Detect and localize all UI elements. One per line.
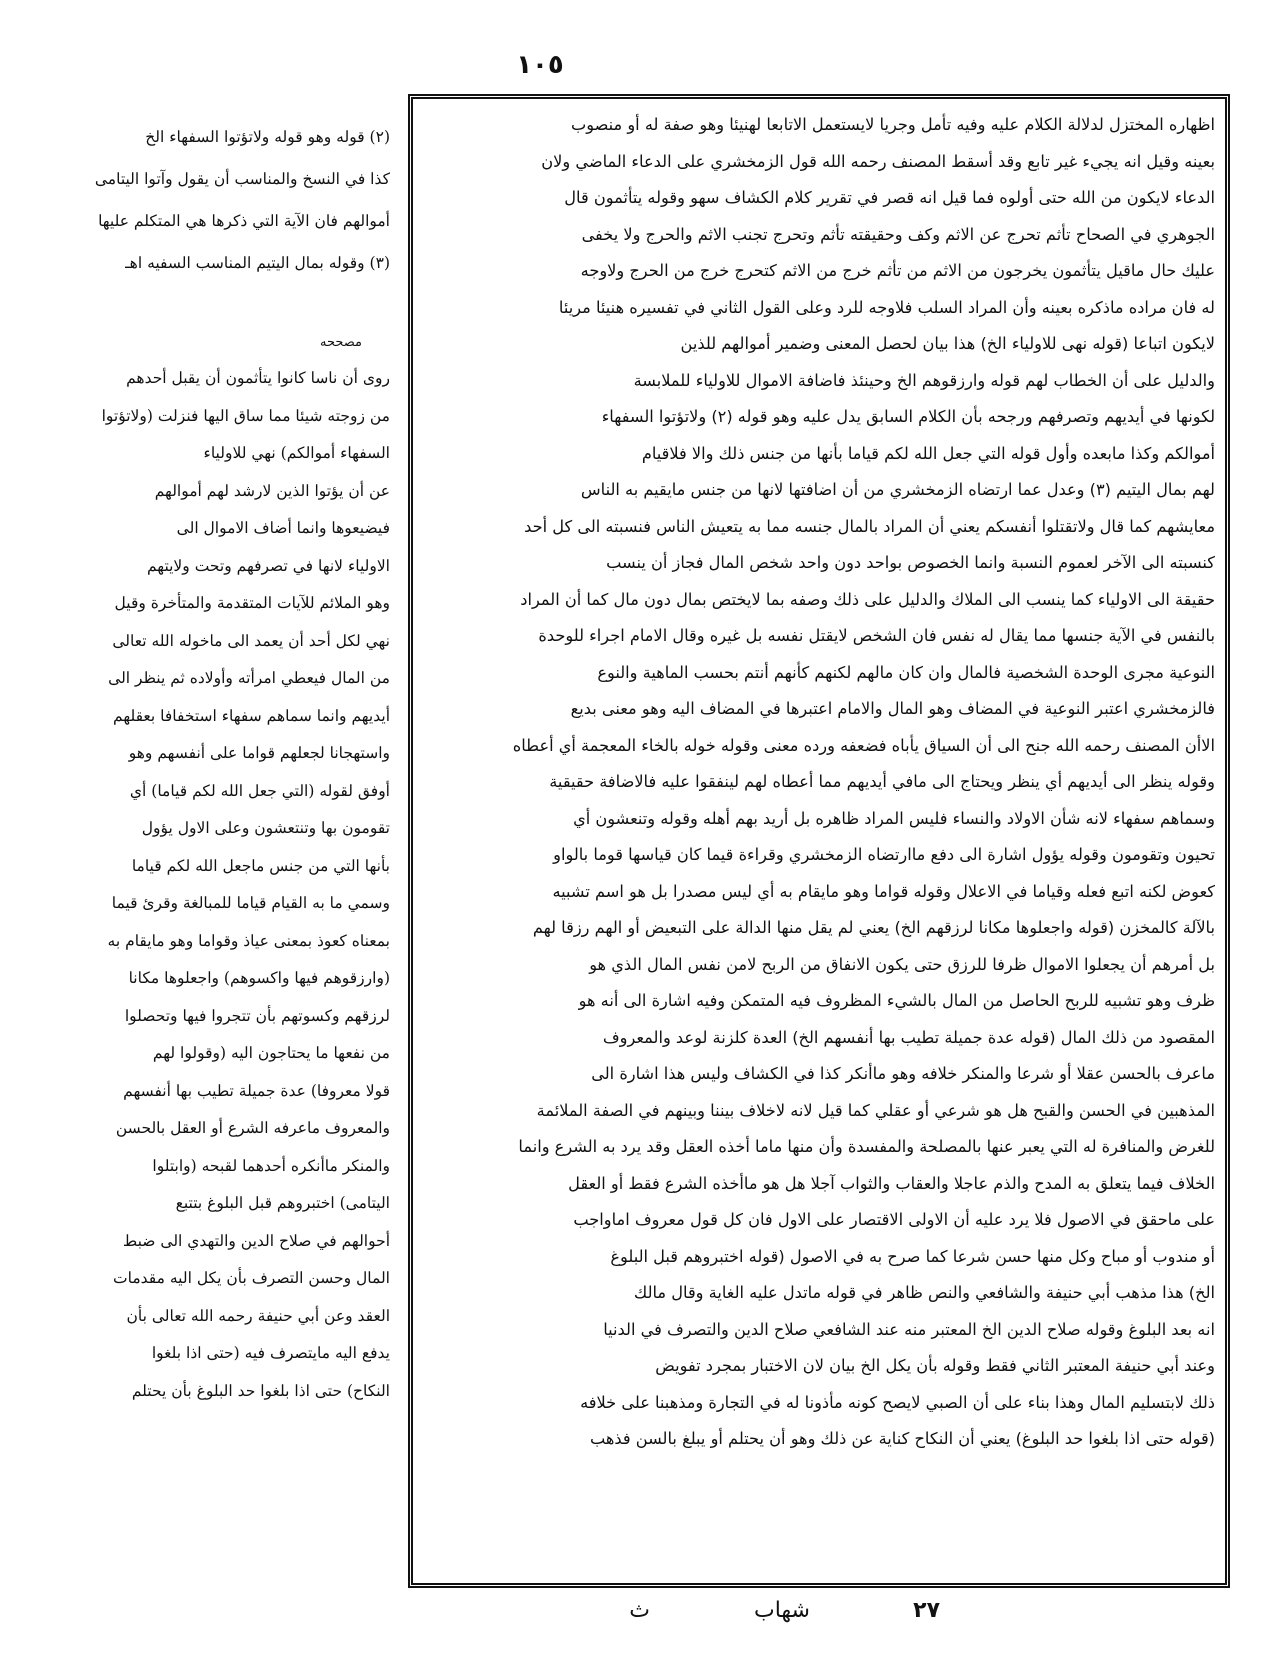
margin-text-line: وهو الملائم للآيات المتقدمة والمتأخرة وقيل xyxy=(114,594,390,612)
text-line: لكونها في أيديهم وتصرفهم ورجحه بأن الكلام السابق يدل عليه وهو قوله (٢) ولاتؤتوا السفهاء xyxy=(601,407,1215,426)
text-line: والدليل على أن الخطاب لهم قوله وارزقوهم الخ وحينئذ فاضافة الاموال للاولياء للملابسة xyxy=(633,370,1215,390)
footnote-line: (٣) وقوله بمال اليتيم المناسب السفيه اهـ xyxy=(125,254,390,272)
text-line: بالآلة كالمخزن (قوله واجعلوها مكانا لرزقهم الخ) يعني لم يقل منها الدالة على التبعيض أو الهم رزقا لهم xyxy=(532,918,1215,937)
margin-quranic-text xyxy=(70,360,390,1410)
margin-text-line: أيديهم وانما سماهم سفهاء استخفافا بعقلهم xyxy=(113,706,390,725)
margin-text-line: اليتامى) اختبروهم قبل البلوغ بتتبع xyxy=(175,1194,390,1212)
volume-number: ٢٧ xyxy=(913,1598,940,1623)
text-line: وعند أبي حنيفة المعتبر الثاني فقط وقوله بأن يكل الخ بيان لان الاختبار بمجرد تفويض xyxy=(655,1356,1215,1375)
margin-text-line: العقد وعن أبي حنيفة رحمه الله تعالى بأن xyxy=(126,1306,390,1325)
text-line: الجوهري في الصحاح تأثم تحرج عن الاثم وكف وحقيقته تأثم وتحرج تجنب الاثم والحرج ولا يخفى xyxy=(581,224,1215,244)
margin-text-line: أحوالهم في صلاح الدين والتهدي الى ضبط xyxy=(122,1231,390,1250)
text-line: المقصود من ذلك المال (قوله عدة جميلة تطيب بها أنفسهم الخ) العدة كلزنة لوعد والمعروف xyxy=(602,1027,1215,1047)
page-footer xyxy=(600,1598,950,1638)
margin-text-line: الاولياء لانها في تصرفهم وتحت ولايتهم xyxy=(146,556,390,575)
page-number: ١٠٥ xyxy=(516,50,564,80)
text-line: على ماحقق في الاصول فلا يرد عليه أن الاولى الاقتصار على الاول فان كل قول معروف اماواجب xyxy=(573,1210,1215,1229)
margin-footnotes xyxy=(70,116,390,284)
text-line: معايشهم كما قال ولاتقتلوا أنفسكم يعني أن المراد بالمال جنسه مما به يتعيش الناس فنسبته الى كل أحد xyxy=(524,516,1215,536)
margin-text-line: بأنها التي من جنس ماجعل الله لكم قياما xyxy=(131,856,390,875)
text-line: لايكون اتباعا (قوله نهى للاولياء الخ) هذا بيان لحصل المعنى وضمير أموالهم للذين xyxy=(680,334,1215,353)
text-line: ذلك لابتسليم المال وهذا بناء على أن الصبي لايصح كونه مأذونا له في التجارة ومذهبنا على خلافه xyxy=(580,1392,1215,1412)
text-line: الدعاء لايكون من الله حتى أولوه فما قيل انه قصر في تقرير كلام الكشاف سهو وقوله يتأثمون قال xyxy=(564,188,1215,207)
text-line: المذهبين في الحسن والقبح هل هو شرعي أو عقلي كما قيل لانه لاخلاف بيننا وبينهم في الصفة الملائمة xyxy=(536,1100,1215,1120)
text-line: اظهاره المختزل لدلالة الكلام عليه وفيه تأمل وجريا لايستعمل الاتابعا لهنيئا وهو صفة له أو منصوب xyxy=(571,115,1215,134)
margin-text-line: تقومون بها وتنتعشون وعلى الاول يؤول xyxy=(141,819,390,837)
text-line: بالنفس في الآية جنسها مما يقال له نفس فان الشخص لايقتل نفسه بل غيره وقال الامام اجراء للوحدة xyxy=(538,626,1215,645)
text-line: (قوله حتى اذا بلغوا حد البلوغ) يعني أن النكاح كناية عن ذلك وهو أن يحتلم أو يبلغ بالسن فذهب xyxy=(589,1429,1215,1448)
margin-text-line: فيضيعوها وانما أضاف الاموال الى xyxy=(176,519,390,537)
margin-text-line: أوفق لقوله (التي جعل الله لكم قياما) أي xyxy=(129,781,390,800)
text-line: ظرف وهو تشبيه للربح الحاصل من المال بالشيء المظروف فيه المتمكن وفيه اشارة الى أنه هو xyxy=(578,991,1215,1010)
margin-text-line: وسمي ما به القيام قياما للمبالغة وقرئ قيما xyxy=(111,894,390,912)
text-line: ماعرف بالحسن عقلا أو شرعا والمنكر خلافه وهو ماأنكر كذا في الكشاف وليس هذا اشارة الى xyxy=(591,1064,1215,1083)
margin-text-line: المال وحسن التصرف بأن يكل اليه مقدمات xyxy=(113,1269,390,1287)
margin-text-line: من نفعها ما يحتاجون اليه (وقولوا لهم xyxy=(152,1044,390,1062)
margin-text-line: من زوجته شيئا مما ساق اليها فنزلت (ولاتؤتوا xyxy=(101,406,390,425)
margin-text-line: (وارزقوهم فيها واكسوهم) واجعلوها مكانا xyxy=(128,969,390,987)
margin-text-line: النكاح) حتى اذا بلغوا حد البلوغ بأن يحتلم xyxy=(131,1381,390,1400)
margin-separator-label: مصححه xyxy=(320,335,362,350)
text-line: عليك حال ماقيل يتأثمون يخرجون من الاثم من تأثم خرج من الاثم كتحرج خرج من الحرج ولاوجه xyxy=(580,261,1215,280)
margin-text-line: نهي لكل أحد أن يعمد الى ماخوله الله تعالى xyxy=(112,631,390,650)
text-line: بل أمرهم أن يجعلوا الاموال ظرفا للرزق حتى يكون الانفاق من الربح لامن نفس المال الذي هو xyxy=(589,954,1215,974)
text-line: النوعية مجرى الوحدة الشخصية فالمال وان كان مالهم لكنهم كأنهم أنتم بحسب الماهية والنوع xyxy=(597,662,1215,682)
text-line: بعينه وقيل انه يجيء غير تابع وقد أسقط المصنف رحمه الله قول الزمخشري على الدعاء الماضي ولان xyxy=(541,151,1215,171)
margin-text-line: عن أن يؤتوا الذين لارشد لهم أموالهم xyxy=(154,481,390,500)
text-line: كعوض لكنه اتبع فعله وقياما في الاعلال وقوله قواما وهو مايقام به أي ليس مصدرا بل هو اسم تشبيه xyxy=(552,881,1215,901)
text-line: انه بعد البلوغ وقوله صلاح الدين الخ المعتبر منه عند الشافعي صلاح الدين والتصرف في الدنيا xyxy=(603,1319,1215,1339)
margin-text-line: لرزقهم وكسوتهم بأن تتجروا فيها وتحصلوا xyxy=(124,1006,390,1025)
margin-text-line: قولا معروفا) عدة جميلة تطيب بها أنفسهم xyxy=(123,1081,390,1100)
text-line: تحيون وتقومون وقوله يؤول اشارة الى دفع ماارتضاه الزمخشري وقراءة قيما كان قياسها قوما بالواو xyxy=(553,845,1215,864)
text-line: أموالكم وكذا مابعده وأول قوله التي جعل الله لكم قياما بأنها من جنس ذلك والا فلاقيام xyxy=(641,443,1215,463)
margin-text-line: يدفع اليه مايتصرف فيه (حتى اذا بلغوا xyxy=(151,1344,390,1362)
main-commentary-frame xyxy=(408,94,1230,1588)
margin-text-line: والمنكر ماأنكره أحدهما لقبحه (وابتلوا xyxy=(152,1156,390,1175)
text-line: الخلاف فيما يتعلق به المدح والذم عاجلا والعقاب والثواب آجلا هل هو ماأخذه الشرع فقط أو العقل xyxy=(568,1173,1215,1193)
text-line: كنسبته الى الآخر لعموم النسبة وانما الخصوص بواحد دون واحد شخص المال فجاز أن ينسب xyxy=(606,553,1215,572)
text-line: للغرض والمنافرة له التي يعبر عنها بالمصلحة والمفسدة وأن منها ماما أخذه العقل وقد يرد به الشرع وانما xyxy=(518,1137,1215,1156)
margin-text-line: من المال فيعطي امرأته وأولاده ثم ينظر الى xyxy=(108,669,390,687)
text-line: الخ) هذا مذهب أبي حنيفة والشافعي والنص ظاهر في قوله ماتدل عليه الغاية وقال مالك xyxy=(633,1283,1215,1302)
text-line: له فان مراده ماذكره بعينه وأن المراد السلب فلاوجه للرد وعلى القول الثاني في تفسيره هنيئا مريئا xyxy=(558,297,1215,317)
signature-mark: ث xyxy=(629,1598,650,1623)
margin-text-line: والمعروف ماعرفه الشرع أو العقل بالحسن xyxy=(115,1119,390,1137)
main-commentary-text xyxy=(423,107,1215,1458)
text-line: فالزمخشري اعتبر النوعية في المضاف وهو المال والامام اعتبرها في المضاف اليه وهو معنى بديع xyxy=(570,699,1215,718)
margin-text-line: السفهاء أموالكم) نهي للاولياء xyxy=(203,444,390,462)
running-title: شهاب xyxy=(754,1598,810,1623)
footnote-line: كذا في النسخ والمناسب أن يقول وآتوا اليتامى xyxy=(94,170,390,188)
text-line: حقيقة الى الاولياء كما ينسب الى الملاك والدليل على ذلك وصفه بما لايختص بمال دون مال كما أن المراد xyxy=(520,589,1215,609)
margin-text-line: روى أن ناسا كانوا يتأثمون أن يقبل أحدهم xyxy=(126,369,390,387)
text-line: أو مندوب أو مباح وكل منها حسن شرعا كما صرح به في الاصول (قوله اختبروهم قبل البلوغ xyxy=(610,1246,1215,1266)
text-line: لهم بمال اليتيم (٣) وعدل عما ارتضاه الزمخشري من أن اضافتها لانها من جنس مايقيم به الناس xyxy=(580,480,1215,499)
footnote-line: أموالهم فان الآية التي ذكرها هي المتكلم عليها xyxy=(98,212,390,230)
text-line: الاأن المصنف رحمه الله جنح الى أن السياق يأباه فضعفه ورده معنى وقوله خوله بالخاء المعجمة أي أعطاه xyxy=(512,735,1215,755)
text-line: وقوله ينظر الى أيديهم أي ينظر ويحتاج الى مافي أيديهم مما أعطاه لهم لينفقوا عليه فالاضافة حقيقية xyxy=(549,772,1215,791)
text-line: وسماهم سفهاء لانه شأن الاولاد والنساء فليس المراد ظاهره بل أريد بهم أهله وقوله وتنعشون أي xyxy=(573,808,1215,828)
footnote-line: (٢) قوله وهو قوله ولاتؤتوا السفهاء الخ xyxy=(145,128,390,146)
margin-text-line: واستهجانا لجعلهم قواما على أنفسهم وهو xyxy=(128,744,390,762)
margin-text-line: بمعناه كعوذ بمعنى عياذ وقواما وهو مايقام به xyxy=(107,931,390,950)
